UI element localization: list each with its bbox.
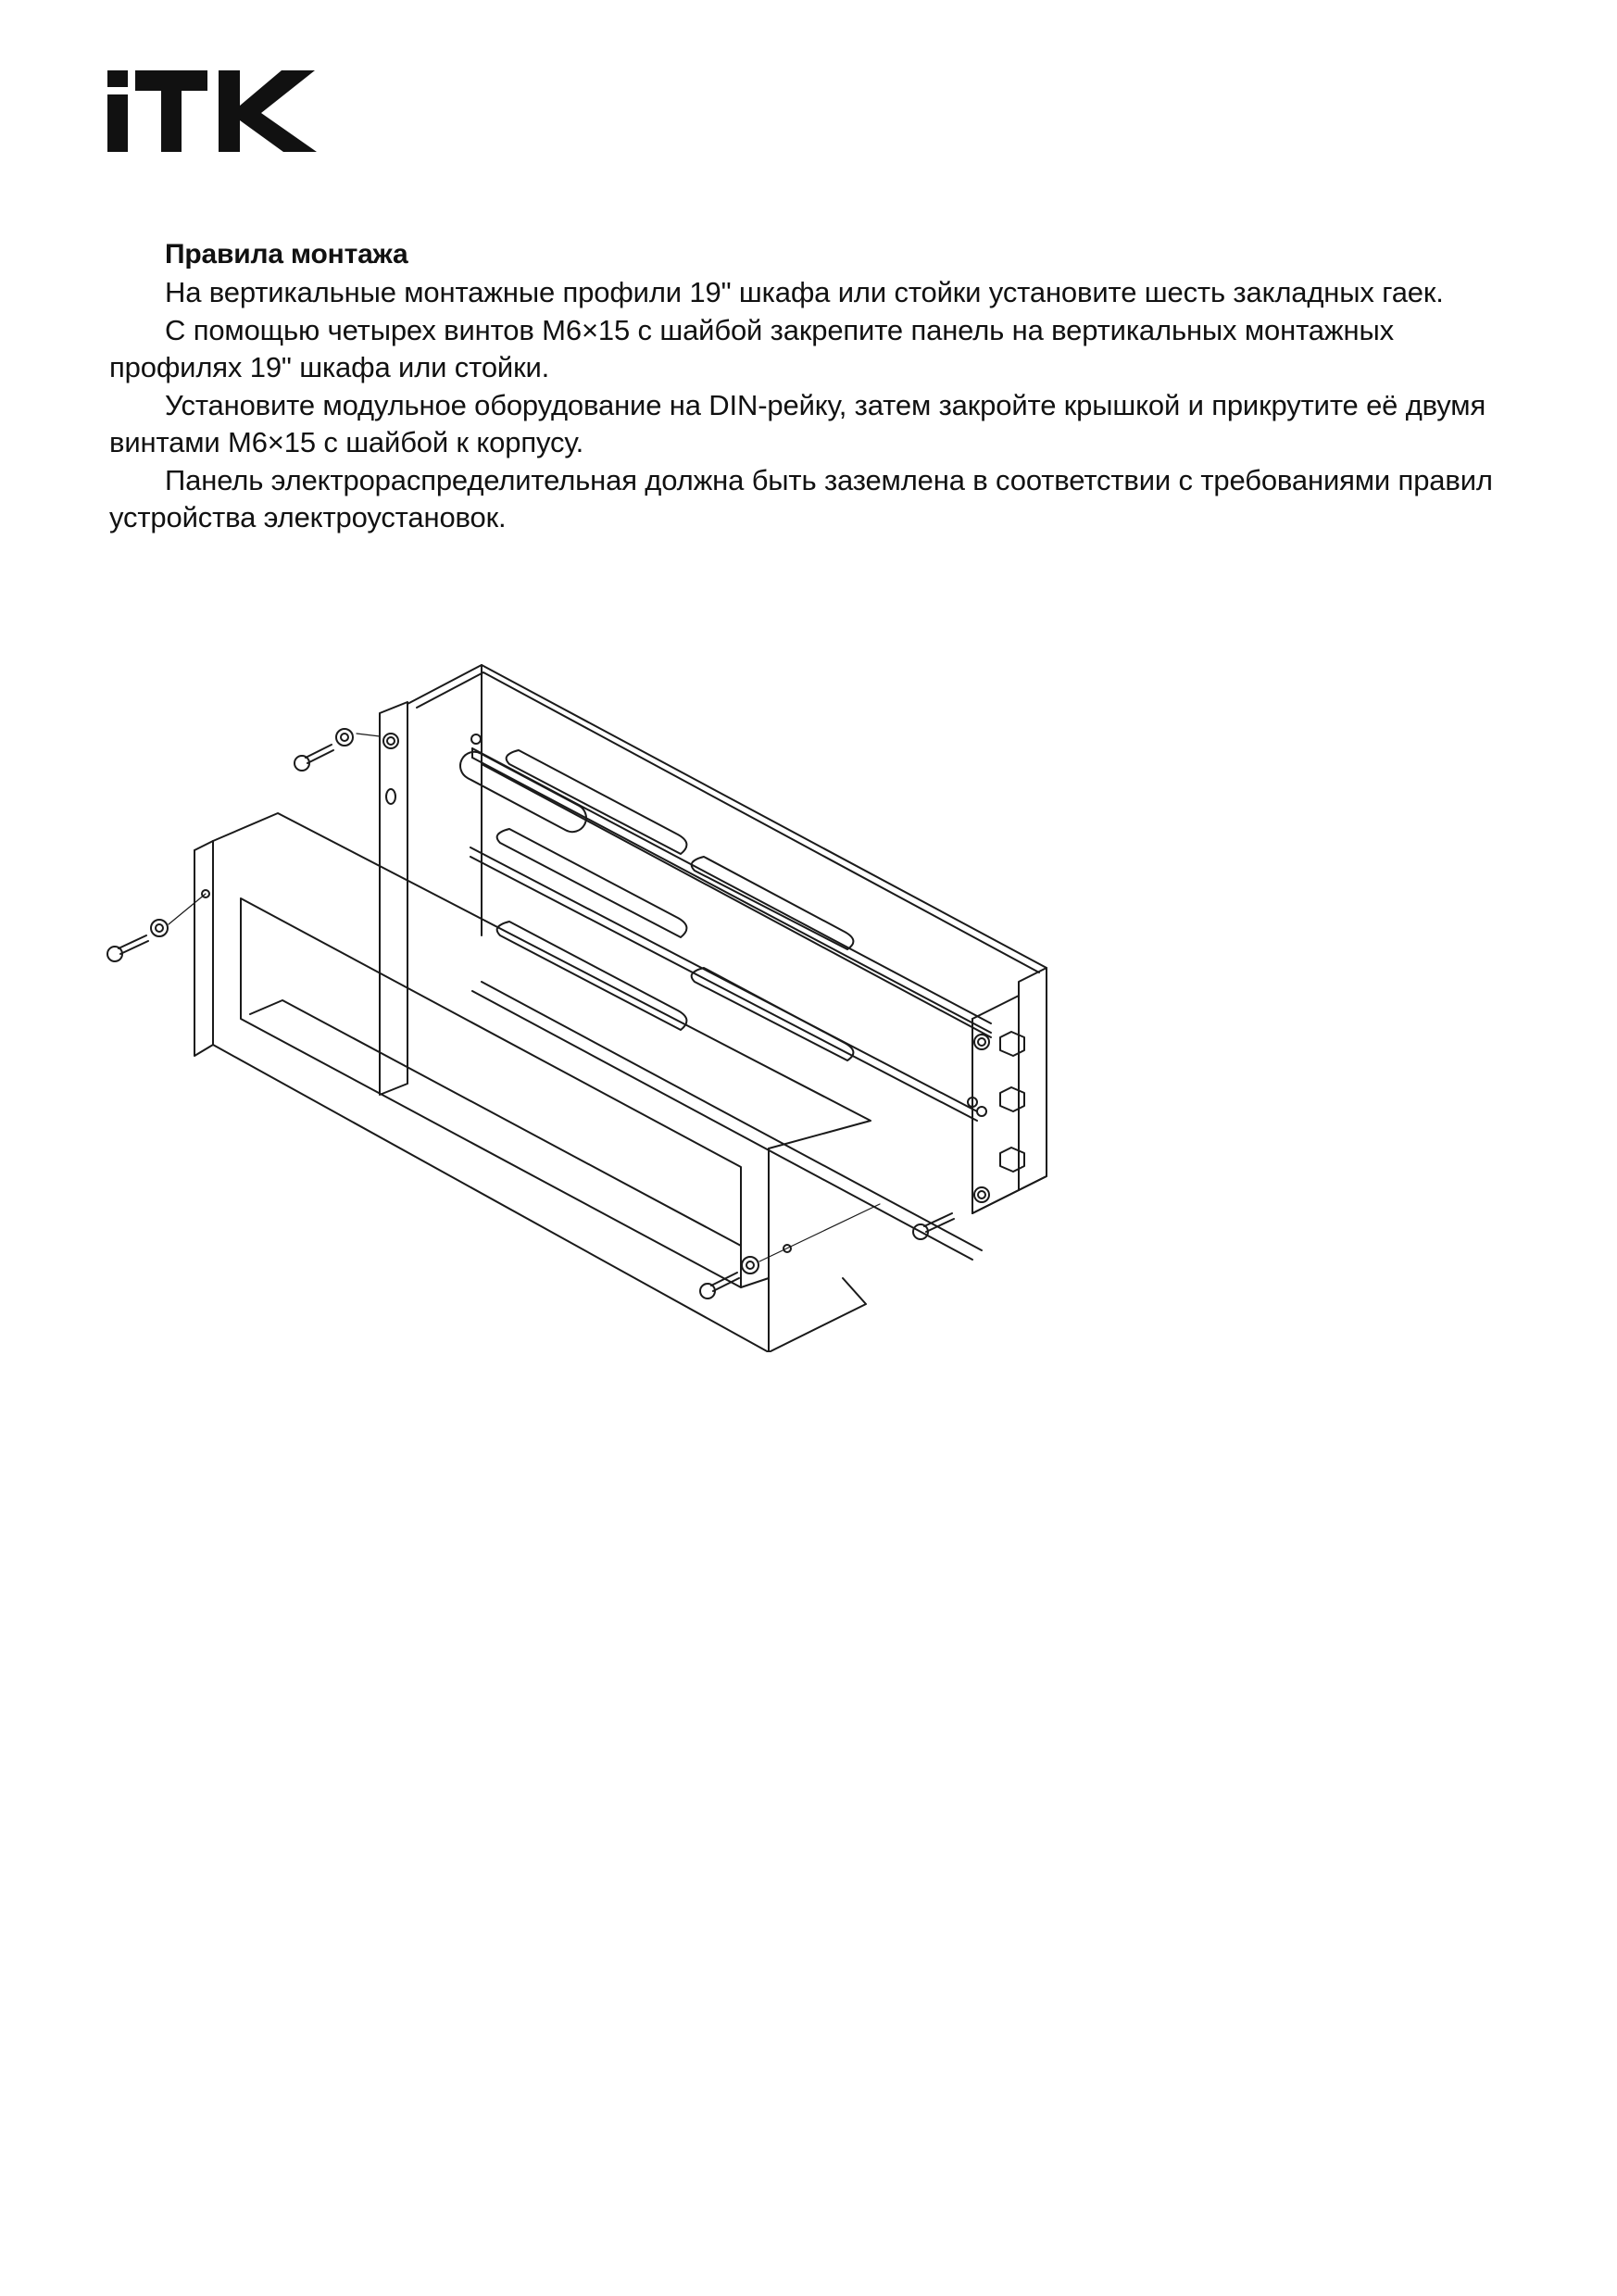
front-cover [194,813,871,1352]
paragraph-4: Панель электрораспределительная должна быть заземлена в соответствии с требованиями правил устройства электроустановок. [109,463,1493,533]
screws [107,729,954,1299]
guide-lines [169,734,880,1261]
paragraph-2: С помощью четырех винтов М6×15 с шайбой закрепите панель на вертикальных монтажных профилях 19" шкафа или стойки. [109,313,1394,383]
itk-logo-graphic [107,70,317,152]
paragraph-1: На вертикальные монтажные профили 19" шкафа или стойки установите шесть закладных гаек. [165,276,1444,308]
assembly-diagram [102,648,1074,1352]
housing-body [380,665,1047,1260]
itk-logo [107,70,317,152]
cage-nuts [1000,1032,1024,1172]
mounting-rules-section [109,235,1517,537]
section-heading: Правила монтажа [165,239,408,270]
paragraph-3: Установите модульное оборудование на DIN-рейку, затем закройте крышкой и прикрутите её двумя винтами М6×15 с шайбой к корпусу. [109,388,1486,458]
